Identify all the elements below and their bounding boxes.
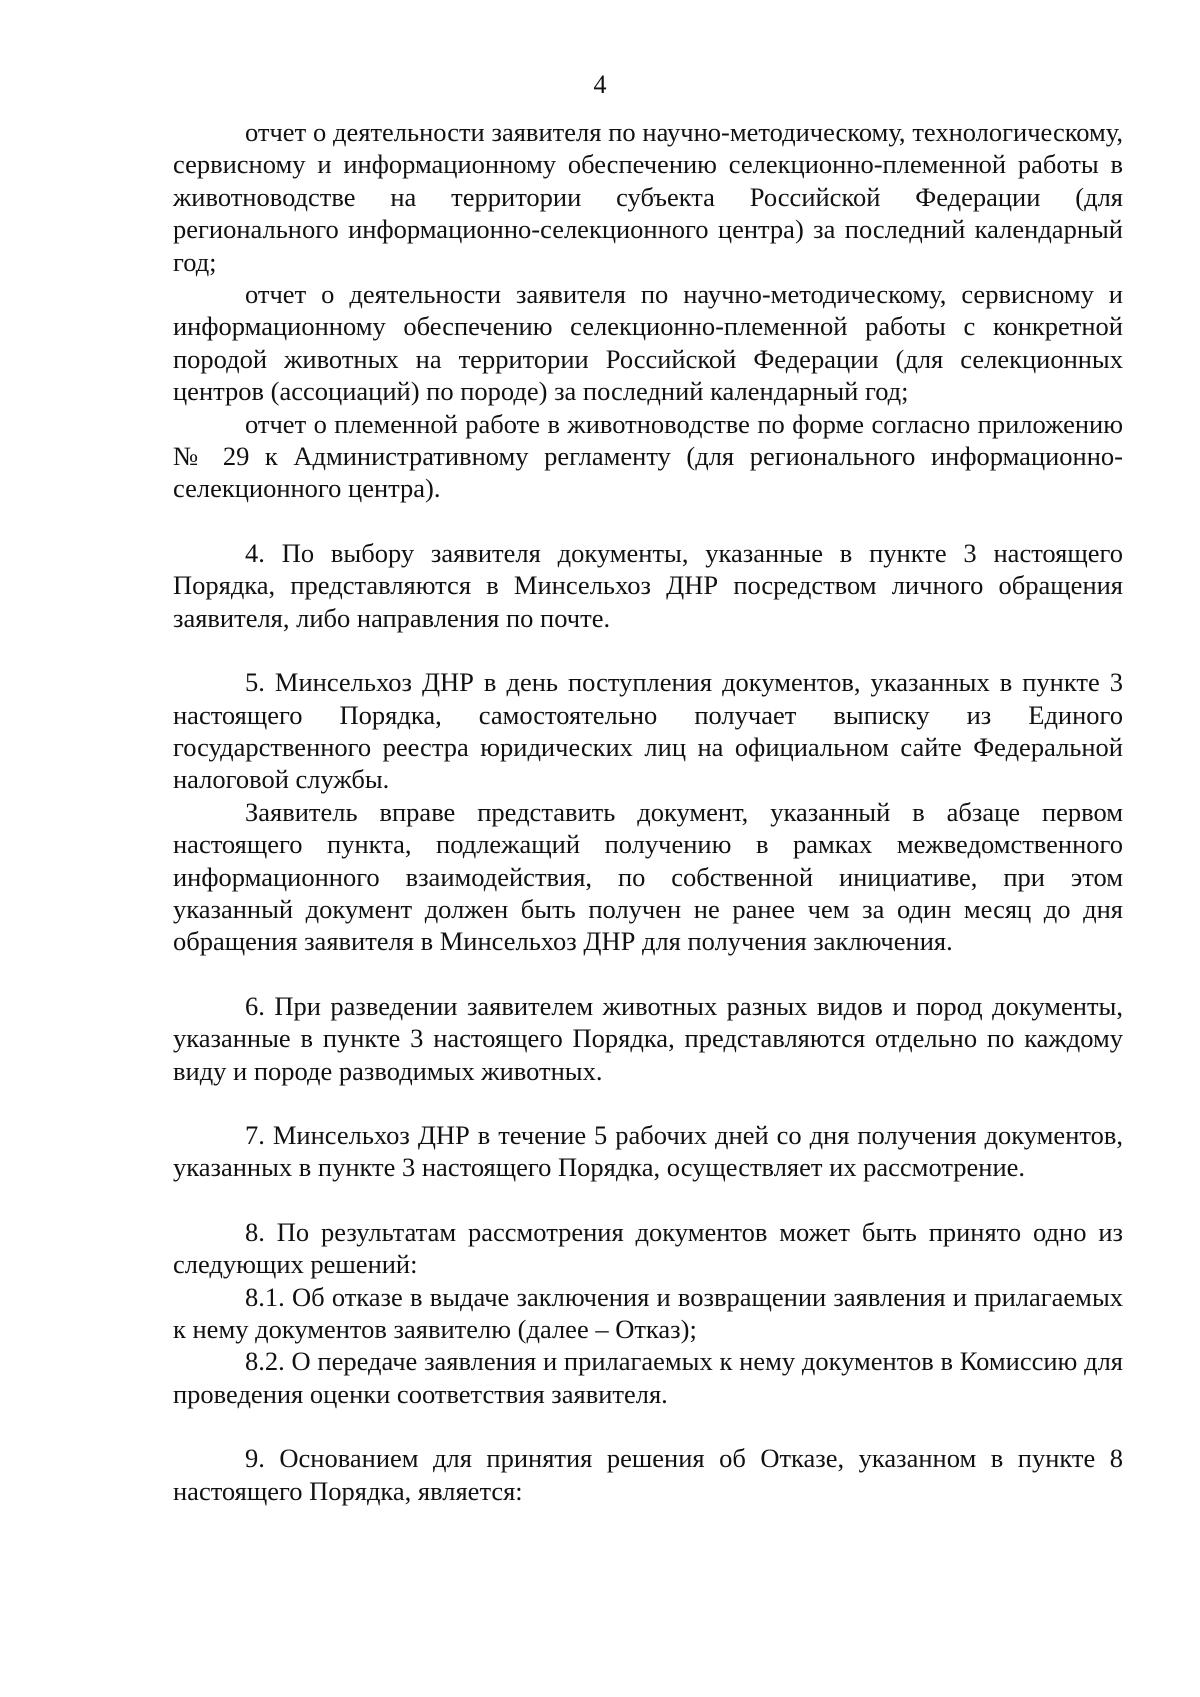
- paragraph-item-8-1: 8.1. Об отказе в выдаче заключения и возвращении заявления и прилагаемых к нему документов заявителю (далее – Отказ);: [173, 1281, 1123, 1344]
- paragraph-report-breed: отчет о деятельности заявителя по научно-методическому, сервисному и информационному обеспечению селекционно-племенной работы с конкретной породой животных на территории Российской Федерации (для селекционных центров (ассоциаций) по породе) за последний календарный год;: [173, 279, 1123, 407]
- paragraph-item-9: 9. Основанием для принятия решения об Отказе, указанном в пункте 8 настоящего Порядка, является:: [173, 1443, 1123, 1506]
- paragraph-item-4: 4. По выбору заявителя документы, указанные в пункте 3 настоящего Порядка, представляются в Минсельхоз ДНР посредством личного обращения заявителя, либо направления по почте.: [173, 537, 1123, 633]
- paragraph-item-5-applicant-right: Заявитель вправе представить документ, указанный в абзаце первом настоящего пункта, подлежащий получению в рамках межведомственного информационного взаимодействия, по собственной инициативе, при этом указанный документ должен быть получен не ранее чем за один месяц до дня обращения заявителя в Минсельхоз ДНР для получения заключения.: [173, 796, 1123, 957]
- paragraph-item-5: 5. Минсельхоз ДНР в день поступления документов, указанных в пункте 3 настоящего Порядка, самостоятельно получает выписку из Единого государственного реестра юридических лиц на официальном сайте Федеральной налоговой службы.: [173, 667, 1123, 795]
- document-body: [173, 116, 1123, 1507]
- paragraph-report-breeding-work: отчет о племенной работе в животноводстве по форме согласно приложению № 29 к Административному регламенту (для регионального информационно- селекционного центра).: [173, 408, 1123, 504]
- paragraph-item-8-2: 8.2. О передаче заявления и прилагаемых к нему документов в Комиссию для проведения оценки соответствия заявителя.: [173, 1346, 1123, 1409]
- page-number: 4: [593, 70, 607, 99]
- paragraph-item-7: 7. Минсельхоз ДНР в течение 5 рабочих дней со дня получения документов, указанных в пункте 3 настоящего Порядка, осуществляет их рассмотрение.: [173, 1119, 1123, 1183]
- paragraph-report-regional: отчет о деятельности заявителя по научно-методическому, технологическому, сервисному и информационному обеспечению селекционно-племенной работы в животноводстве на территории субъекта Российской Федерации (для регионального информационно-селекционного центра) за последний календарный год;: [173, 117, 1123, 277]
- paragraph-item-6: 6. При разведении заявителем животных разных видов и пород документы, указанные в пункте 3 настоящего Порядка, представляются отдельно по каждому виду и породе разводимых животных.: [173, 990, 1123, 1086]
- paragraph-item-8: 8. По результатам рассмотрения документов может быть принято одно из следующих решений:: [173, 1216, 1123, 1280]
